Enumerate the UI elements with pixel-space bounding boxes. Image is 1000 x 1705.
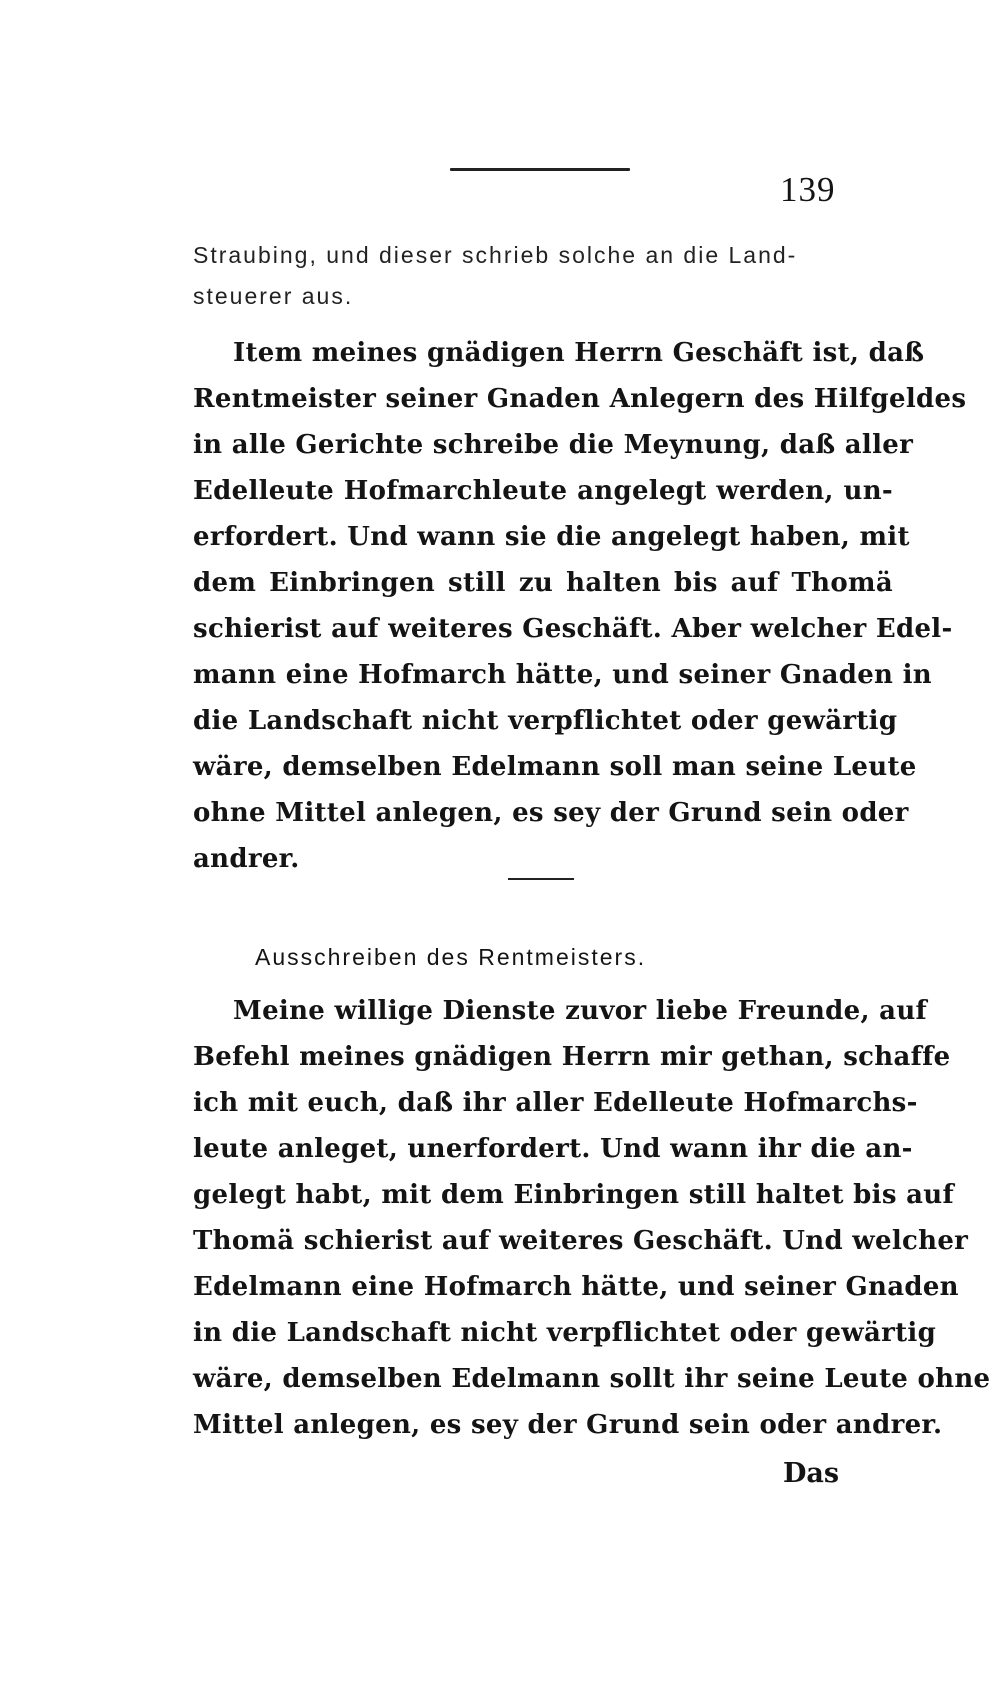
text-line: mann eine Hofmarch hätte, und seiner Gnaden in bbox=[193, 660, 932, 690]
text-line: erfordert. Und wann sie die angelegt haben, mit bbox=[193, 522, 910, 552]
text-line: in alle Gerichte schreibe die Meynung, daß aller bbox=[193, 430, 914, 460]
text-line: Item meines gnädigen Herrn Geschäft ist, daß bbox=[233, 338, 925, 368]
text-line: Meine willige Dienste zuvor liebe Freunde, auf bbox=[233, 996, 928, 1026]
text-line: leute anleget, unerfordert. Und wann ihr die an- bbox=[193, 1134, 913, 1164]
text-line: Edelleute Hofmarchleute angelegt werden, un- bbox=[193, 476, 893, 506]
text-line: Thomä schierist auf weiteres Geschäft. Und welcher bbox=[193, 1226, 969, 1256]
catchword: Das bbox=[783, 1458, 840, 1489]
page-number: 139 bbox=[780, 170, 836, 209]
header-rule bbox=[450, 168, 630, 171]
text-line: Edelmann eine Hofmarch hätte, und seiner Gnaden bbox=[193, 1272, 959, 1302]
text-line: Rentmeister seiner Gnaden Anlegern des Hilfgeldes bbox=[193, 384, 967, 414]
text-line: in die Landschaft nicht verpflichtet oder gewärtig bbox=[193, 1318, 937, 1348]
section-heading: Ausschreiben des Rentmeisters. bbox=[255, 944, 647, 970]
text-line: Mittel anlegen, es sey der Grund sein oder andrer. bbox=[193, 1410, 943, 1440]
text-line: die Landschaft nicht verpflichtet oder gewärtig bbox=[193, 706, 898, 736]
text-line: Straubing, und dieser schrieb solche an die Land- bbox=[193, 242, 798, 268]
text-line: ohne Mittel anlegen, es sey der Grund sein oder bbox=[193, 798, 909, 828]
text-line: Befehl meines gnädigen Herrn mir gethan, schaffe bbox=[193, 1042, 951, 1072]
text-line: gelegt habt, mit dem Einbringen still haltet bis auf bbox=[193, 1180, 954, 1210]
text-line: andrer. bbox=[193, 844, 300, 874]
text-line: steuerer aus. bbox=[193, 283, 354, 309]
text-line: ich mit euch, daß ihr aller Edelleute Hofmarchs- bbox=[193, 1088, 918, 1118]
text-line: wäre, demselben Edelmann sollt ihr seine Leute ohne bbox=[193, 1364, 991, 1394]
text-line: dem Einbringen still zu halten bis auf Thomä bbox=[193, 568, 893, 598]
text-line: schierist auf weiteres Geschäft. Aber welcher Edel- bbox=[193, 614, 953, 644]
section-divider bbox=[508, 878, 574, 880]
text-line: wäre, demselben Edelmann soll man seine Leute bbox=[193, 752, 917, 782]
